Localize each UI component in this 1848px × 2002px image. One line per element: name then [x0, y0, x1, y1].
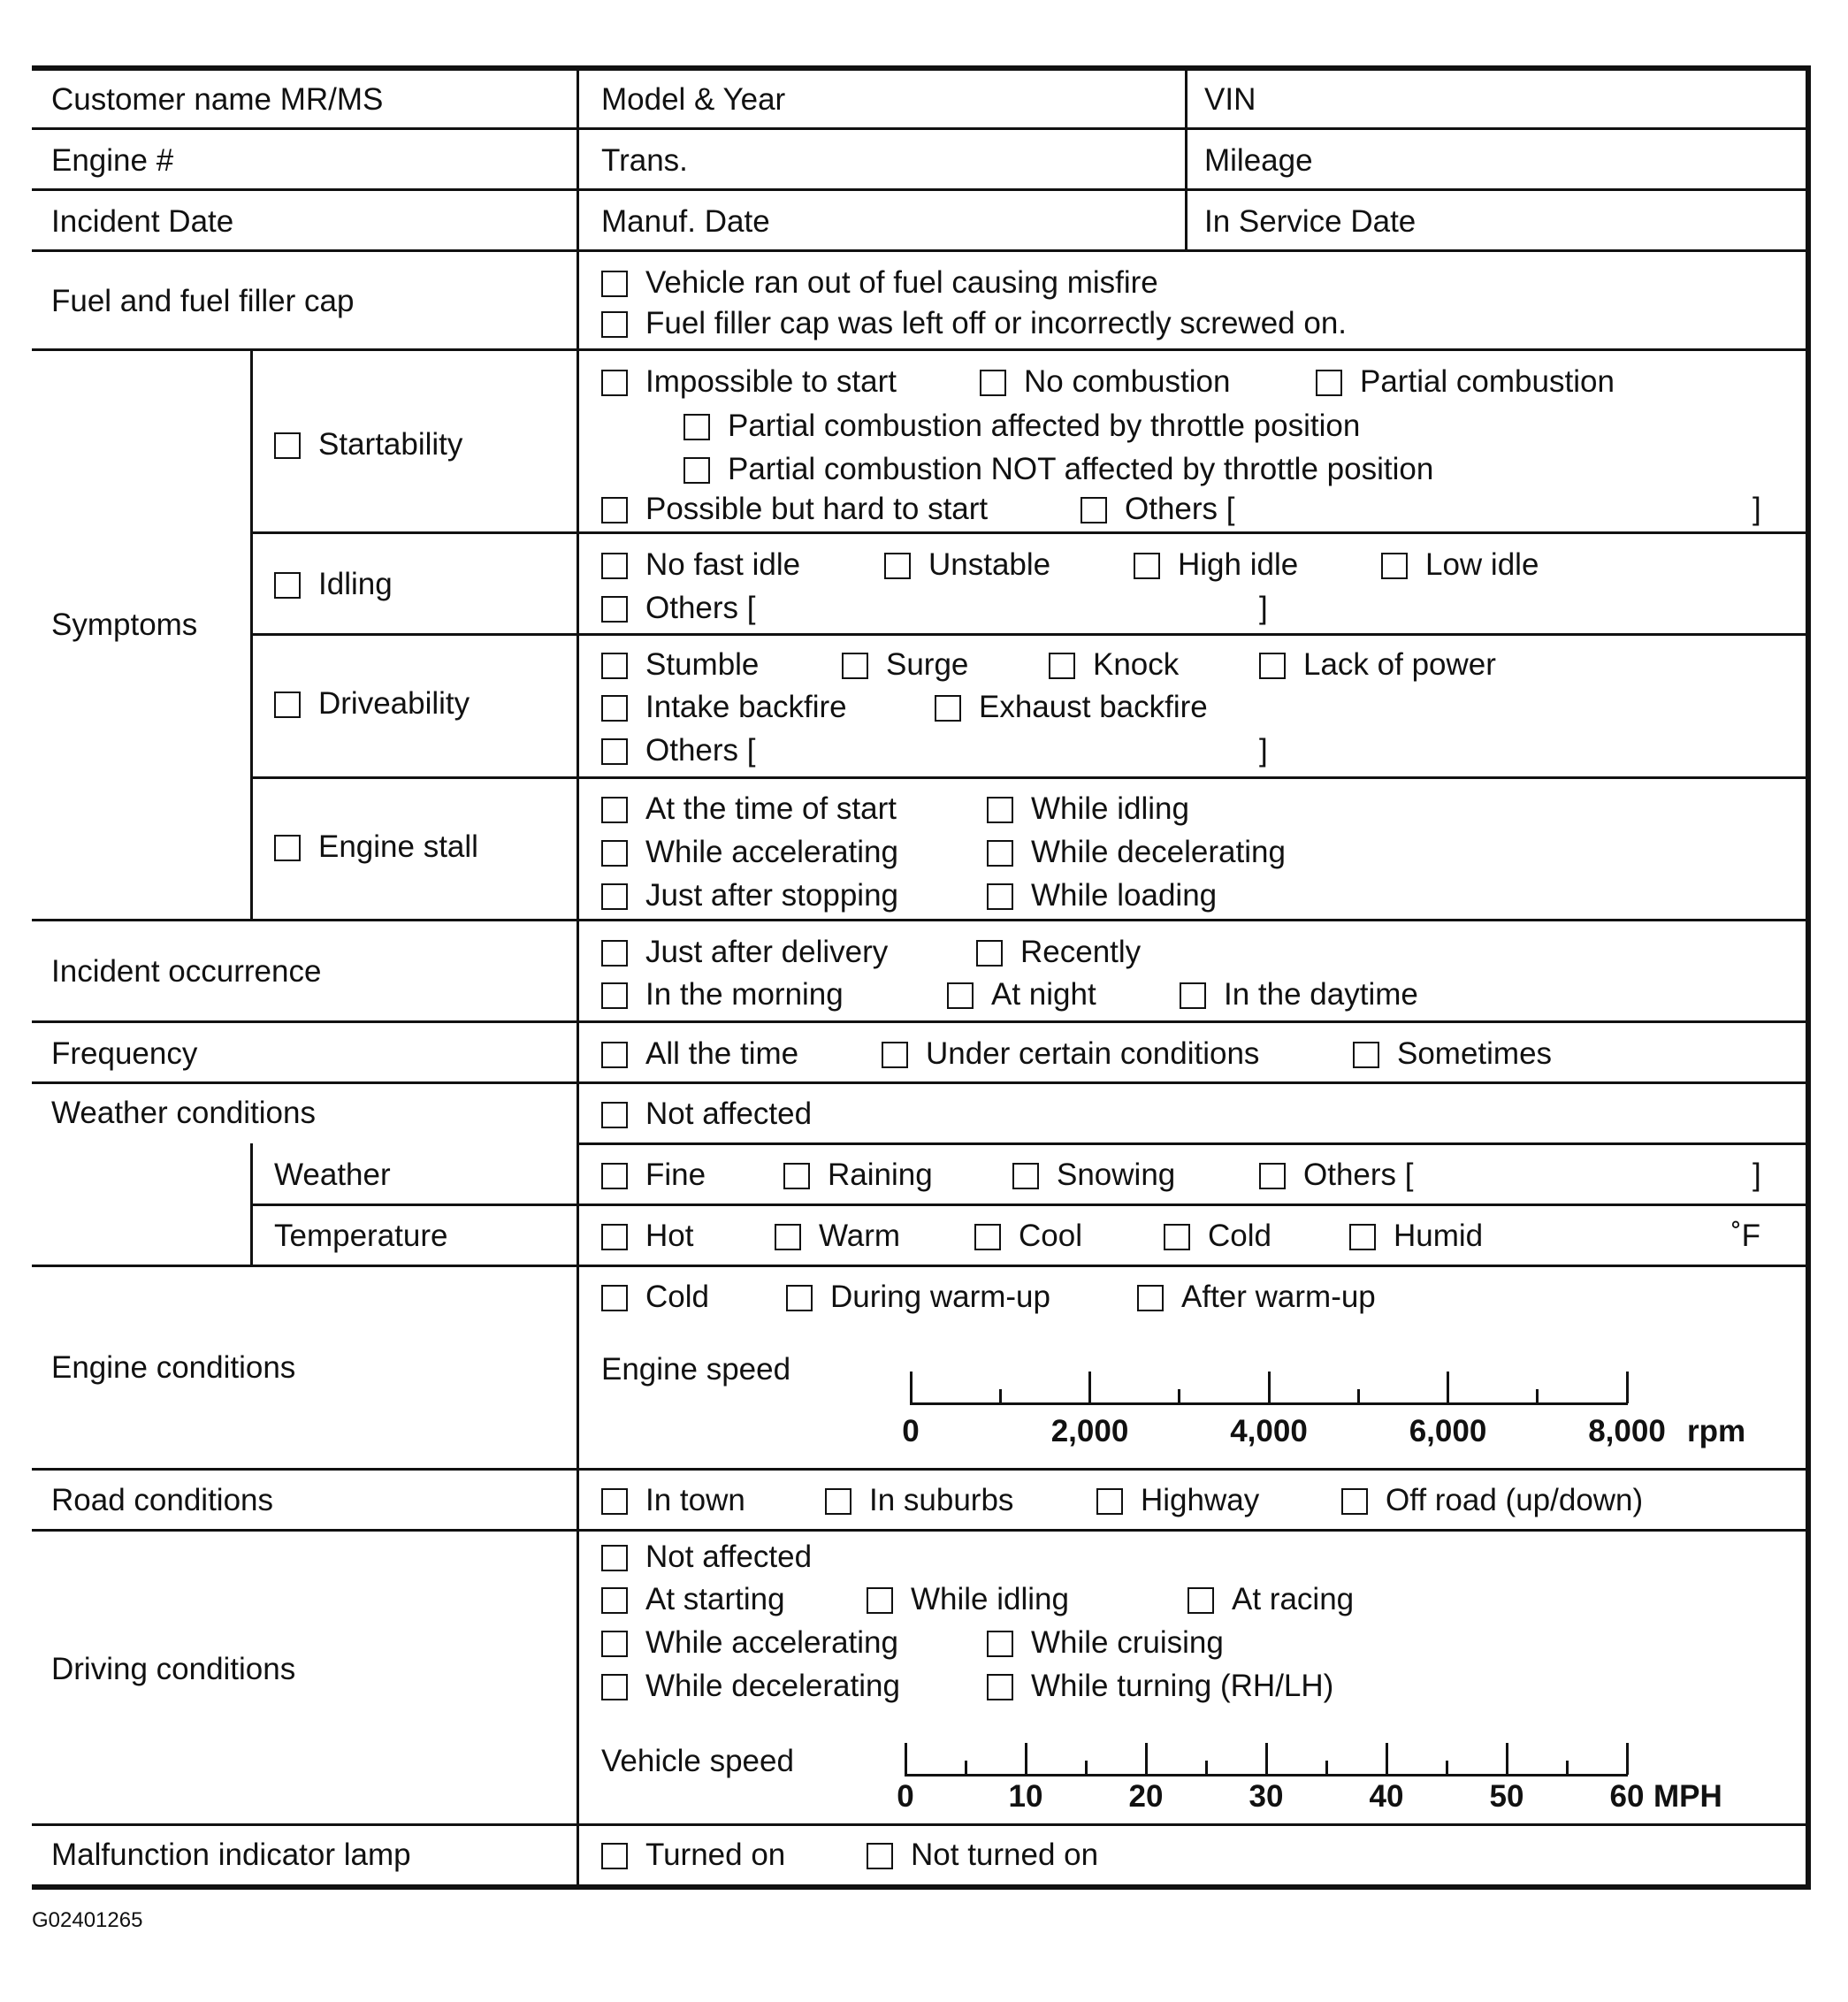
- checkbox[interactable]: [1353, 1042, 1379, 1068]
- scale-minor-tick: [1178, 1389, 1180, 1403]
- model-year-label: Model & Year: [601, 82, 786, 117]
- vin-label: VIN: [1204, 82, 1256, 117]
- weather-others-close-bracket: ]: [1753, 1158, 1761, 1192]
- driving-conditions-label: Driving conditions: [51, 1652, 296, 1686]
- checkbox[interactable]: [976, 940, 1003, 967]
- scale-tick-label: 8,000: [1588, 1414, 1666, 1448]
- engine-speed-unit: rpm: [1687, 1414, 1746, 1448]
- checkbox[interactable]: [601, 940, 628, 967]
- column-divider: [577, 71, 579, 1884]
- engine-speed-label: Engine speed: [601, 1352, 791, 1387]
- scale-tick-label: 6,000: [1409, 1414, 1487, 1448]
- checkbox[interactable]: [274, 432, 301, 459]
- border-top: [32, 65, 1811, 71]
- checkbox[interactable]: [683, 457, 710, 484]
- scale-major-tick: [1447, 1372, 1449, 1403]
- checkbox[interactable]: [601, 840, 628, 867]
- row-divider: [577, 1142, 1806, 1145]
- scale-minor-tick: [1357, 1389, 1360, 1403]
- row-divider: [250, 633, 1806, 636]
- scale-tick-label: 4,000: [1230, 1414, 1308, 1448]
- incident-date-label: Incident Date: [51, 204, 234, 239]
- checkbox[interactable]: [1137, 1285, 1164, 1311]
- checkbox[interactable]: [842, 653, 868, 679]
- checkbox[interactable]: [1134, 553, 1160, 579]
- checkbox[interactable]: [601, 982, 628, 1009]
- checkbox[interactable]: [601, 1545, 628, 1571]
- checkbox[interactable]: [1049, 653, 1075, 679]
- checkbox[interactable]: [884, 553, 911, 579]
- scale-minor-tick: [965, 1761, 967, 1775]
- scale-tick-label: 2,000: [1050, 1414, 1129, 1448]
- scale-major-tick: [1506, 1743, 1508, 1775]
- checkbox[interactable]: [786, 1285, 813, 1311]
- row-divider: [32, 1081, 1806, 1084]
- checkbox[interactable]: [1012, 1163, 1039, 1189]
- driveability-others-close-bracket: ]: [1259, 733, 1268, 768]
- row-divider: [32, 1823, 1806, 1826]
- scale-major-tick: [1025, 1743, 1027, 1775]
- scale-major-tick: [1626, 1743, 1629, 1775]
- incident-occurrence-label: Incident occurrence: [51, 954, 322, 989]
- engine-number-label: Engine #: [51, 143, 174, 178]
- row-divider: [32, 1265, 1806, 1267]
- manuf-date-label: Manuf. Date: [601, 204, 770, 239]
- engine-conditions-label: Engine conditions: [51, 1350, 296, 1385]
- checkbox[interactable]: [274, 572, 301, 599]
- checkbox[interactable]: [601, 1587, 628, 1614]
- checkbox[interactable]: [987, 797, 1013, 823]
- scale-tick-label: 30: [1249, 1779, 1284, 1814]
- row-divider: [32, 127, 1806, 130]
- scale-minor-tick: [1205, 1761, 1208, 1775]
- scale-major-tick: [1626, 1372, 1629, 1403]
- border-right: [1806, 65, 1811, 1890]
- checkbox[interactable]: [987, 1674, 1013, 1700]
- row-divider: [250, 1203, 1806, 1206]
- checkbox[interactable]: [601, 1488, 628, 1515]
- mileage-label: Mileage: [1204, 143, 1313, 178]
- scale-minor-tick: [999, 1389, 1002, 1403]
- checkbox[interactable]: [601, 1674, 628, 1700]
- scale-minor-tick: [1325, 1761, 1328, 1775]
- checkbox[interactable]: [825, 1488, 851, 1515]
- temperature-sub-label: Temperature: [274, 1219, 448, 1253]
- scale-major-tick: [910, 1372, 913, 1403]
- checkbox[interactable]: [601, 271, 628, 297]
- idling-others-close-bracket: ]: [1259, 591, 1268, 625]
- checkbox[interactable]: [1316, 370, 1342, 396]
- in-service-date-label: In Service Date: [1204, 204, 1417, 239]
- trans-label: Trans.: [601, 143, 688, 178]
- checkbox[interactable]: [601, 797, 628, 823]
- checkbox[interactable]: [1259, 653, 1286, 679]
- fuel-section-label: Fuel and fuel filler cap: [51, 284, 355, 318]
- column-divider: [250, 350, 253, 920]
- startability-others-close-bracket: ]: [1753, 492, 1761, 526]
- scale-tick-label: 10: [1008, 1779, 1043, 1814]
- checkbox[interactable]: [882, 1042, 908, 1068]
- scale-tick-label: 0: [897, 1779, 914, 1814]
- scale-minor-tick: [1536, 1389, 1539, 1403]
- scale-minor-tick: [1446, 1761, 1448, 1775]
- checkbox[interactable]: [601, 1285, 628, 1311]
- row-divider: [32, 348, 1806, 351]
- weather-conditions-label: Weather conditions: [51, 1096, 316, 1130]
- checkbox[interactable]: [601, 596, 628, 623]
- scale-tick-label: 40: [1369, 1779, 1404, 1814]
- checkbox[interactable]: [683, 414, 710, 440]
- column-divider: [1185, 71, 1187, 250]
- figure-code: G02401265: [32, 1908, 143, 1932]
- scale-major-tick: [1386, 1743, 1388, 1775]
- checkbox[interactable]: [601, 695, 628, 722]
- checkbox[interactable]: [867, 1843, 893, 1869]
- checkbox[interactable]: [1164, 1224, 1190, 1250]
- checkbox[interactable]: [867, 1587, 893, 1614]
- checkbox[interactable]: [1180, 982, 1206, 1009]
- checkbox[interactable]: [601, 311, 628, 338]
- checkbox[interactable]: [274, 835, 301, 861]
- checkbox[interactable]: [980, 370, 1006, 396]
- row-divider: [32, 188, 1806, 191]
- checkbox[interactable]: [601, 738, 628, 765]
- checkbox[interactable]: [601, 1042, 628, 1068]
- scale-minor-tick: [1566, 1761, 1569, 1775]
- column-divider: [250, 1143, 253, 1265]
- row-divider: [250, 531, 1806, 534]
- checkbox[interactable]: [1187, 1587, 1214, 1614]
- checkbox[interactable]: [987, 1631, 1013, 1657]
- scale-tick-label: 60: [1609, 1779, 1645, 1814]
- temperature-unit: ˚F: [1731, 1219, 1761, 1253]
- checkbox[interactable]: [987, 840, 1013, 867]
- scale-tick-label: 50: [1489, 1779, 1524, 1814]
- vehicle-speed-unit: MPH: [1653, 1779, 1722, 1814]
- checkbox[interactable]: [601, 1163, 628, 1189]
- row-divider: [32, 249, 1806, 252]
- checkbox[interactable]: [601, 883, 628, 910]
- checkbox[interactable]: [601, 553, 628, 579]
- row-divider: [250, 776, 1806, 779]
- row-divider: [32, 1020, 1806, 1023]
- checkbox[interactable]: [1341, 1488, 1368, 1515]
- checkbox[interactable]: [601, 497, 628, 523]
- checkbox[interactable]: [974, 1224, 1001, 1250]
- diagnosis-questionnaire: Customer name MR/MS Model & Year VIN Engine # Trans. Mileage Incident Date Manuf. Date In Service Date Fuel and fuel filler cap Vehicle ran out of fuel causing misfire Fuel filler cap was left off or incorrectly screwed on. Symptoms Startability Impossible to start No combustion Partial combustion Partial combustion affected by throttle position Partial combustion NOT affected by throttle position Possible but hard to start Others [ ] Idling No fast idle Unstable High idle Low idle Others [ ] Driveability Stumble Surge Knock Lack of power Intake backfire Exhaust backfire Others [ ] Engine stall At the time of start While idling While accelerating While decelerating Just after stopping While loading Incident occurrence Just after delivery Recently In the morning At night In the daytime Frequency All the time Under certain conditions Sometimes Weather conditions Not affected Weather Fine Raining Snowing Others [ ] Temperature Hot Warm Cool Cold Humid ˚F Engine conditions Cold During warm-up After warm-up Engine speed 0 2,000 4,000 6,000 8,000 rpm Road conditions In town In suburbs Highway Off road (up/down) Driving conditions Not affected At starting While idling At racing While accelerating While cruising While decelerating While turning (RH/LH) Vehicle speed 0 10 20 30 40 50 60 MPH Malfunction indicator lamp Turned on Not turned on G02401265: [0, 0, 1848, 2002]
- frequency-label: Frequency: [51, 1036, 198, 1071]
- checkbox[interactable]: [1381, 553, 1408, 579]
- vehicle-speed-label: Vehicle speed: [601, 1744, 794, 1778]
- scale-major-tick: [1088, 1372, 1091, 1403]
- checkbox[interactable]: [1259, 1163, 1286, 1189]
- checkbox[interactable]: [775, 1224, 801, 1250]
- checkbox[interactable]: [947, 982, 974, 1009]
- checkbox[interactable]: [601, 1631, 628, 1657]
- checkbox[interactable]: [601, 1224, 628, 1250]
- road-conditions-label: Road conditions: [51, 1483, 273, 1517]
- mil-label: Malfunction indicator lamp: [51, 1838, 411, 1872]
- weather-sub-label: Weather: [274, 1158, 391, 1192]
- scale-major-tick: [1265, 1743, 1268, 1775]
- border-bottom: [32, 1884, 1811, 1890]
- scale-major-tick: [1268, 1372, 1271, 1403]
- checkbox[interactable]: [601, 1102, 628, 1128]
- symptoms-label: Symptoms: [51, 607, 198, 642]
- checkbox[interactable]: [1096, 1488, 1123, 1515]
- checkbox[interactable]: [987, 883, 1013, 910]
- customer-name-label: Customer name MR/MS: [51, 82, 384, 117]
- checkbox[interactable]: [274, 692, 301, 718]
- row-divider: [32, 1529, 1806, 1532]
- checkbox[interactable]: [1081, 497, 1107, 523]
- row-divider: [32, 919, 1806, 921]
- scale-tick-label: 20: [1128, 1779, 1164, 1814]
- scale-major-tick: [1145, 1743, 1148, 1775]
- row-divider: [32, 1468, 1806, 1471]
- scale-minor-tick: [1085, 1761, 1088, 1775]
- checkbox[interactable]: [601, 1843, 628, 1869]
- checkbox[interactable]: [783, 1163, 810, 1189]
- checkbox[interactable]: [601, 653, 628, 679]
- checkbox[interactable]: [1349, 1224, 1376, 1250]
- checkbox[interactable]: [601, 370, 628, 396]
- checkbox[interactable]: [935, 695, 961, 722]
- scale-tick-label: 0: [902, 1414, 920, 1448]
- scale-major-tick: [905, 1743, 907, 1775]
